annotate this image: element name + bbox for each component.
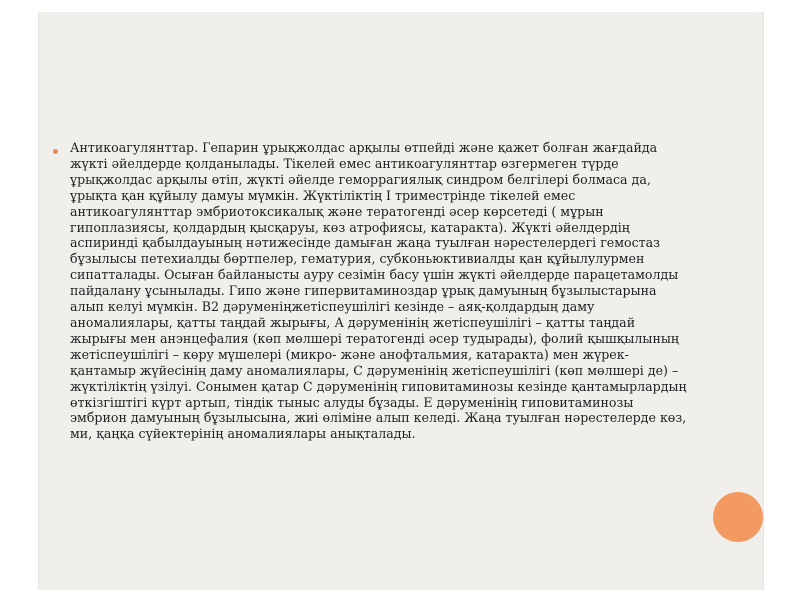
- bullet-dot-icon: [53, 149, 58, 154]
- slide-body-text: Антикоагулянттар. Гепарин ұрықжолдас арқылы өтпейді және қажет болған жағдайда жүкті әйелдерде қолданылады. Тікелей емес антикоагулянттар өзгермеген түрде ұрықжолдас арқылы өтіп, жүкті әйелде геморрагиялық синдром белгілері болмаса да, ұрықта қан құйылу дамуы мүмкін. Жүктіліктің I триместрінде тікелей емес антикоагулянттар эмбриотоксикалық және тератогенді әсер көрсетеді ( мұрын гипоплазиясы, қолдардың қысқаруы, көз атрофиясы, катаракта). Жүкті әйелдердің аспиринді қабылдауының нәтижесінде дамыған жаңа туылған нәрестелердегі гемостаз бұзылысы петехиалды бөртпелер, гематурия, субконьюктивиалды қан құйылулурмен сипатталады. Осыған байланысты ауру сезімін басу үшін жүкті әйелдерде парацетамолды пайдалану ұсынылады. Гипо және гипервитаминоздар ұрық дамуының бұзылыстарына алып келуі мүмкін. В2 дәруменіңжетіспеушілігі кезінде – аяқ-қолдардың даму аномалиялары, қатты таңдай жырығы, А дәруменінің жетіспеушілігі – қатты таңдай жырығы мен анэнцефалия (көп мөлшері тератогенді әсер тудырады), фолий қышқылының жетіспеушілігі – көру мүшелері (микро- және анофтальмия, катаракта) мен жүрек-қантамыр жүйесінің даму аномалиялары, С дәруменінің жетіспеушілігі (көп мөлшері де) – жүктіліктің үзілуі. Сонымен қатар С дәруменінің гиповитаминозы кезінде қантамырлардың өткізгіштігі күрт артып, тіндік тыныс алуды бұзады. Е дәруменінің гиповитаминозы эмбрион дамуының бұзылысына, жиі өліміне алып келеді. Жаңа туылған нәрестелерде көз, ми, қаңқа сүйектерінің аномалиялары анықталады.: [70, 140, 687, 442]
- orange-circle-decoration: [713, 492, 763, 542]
